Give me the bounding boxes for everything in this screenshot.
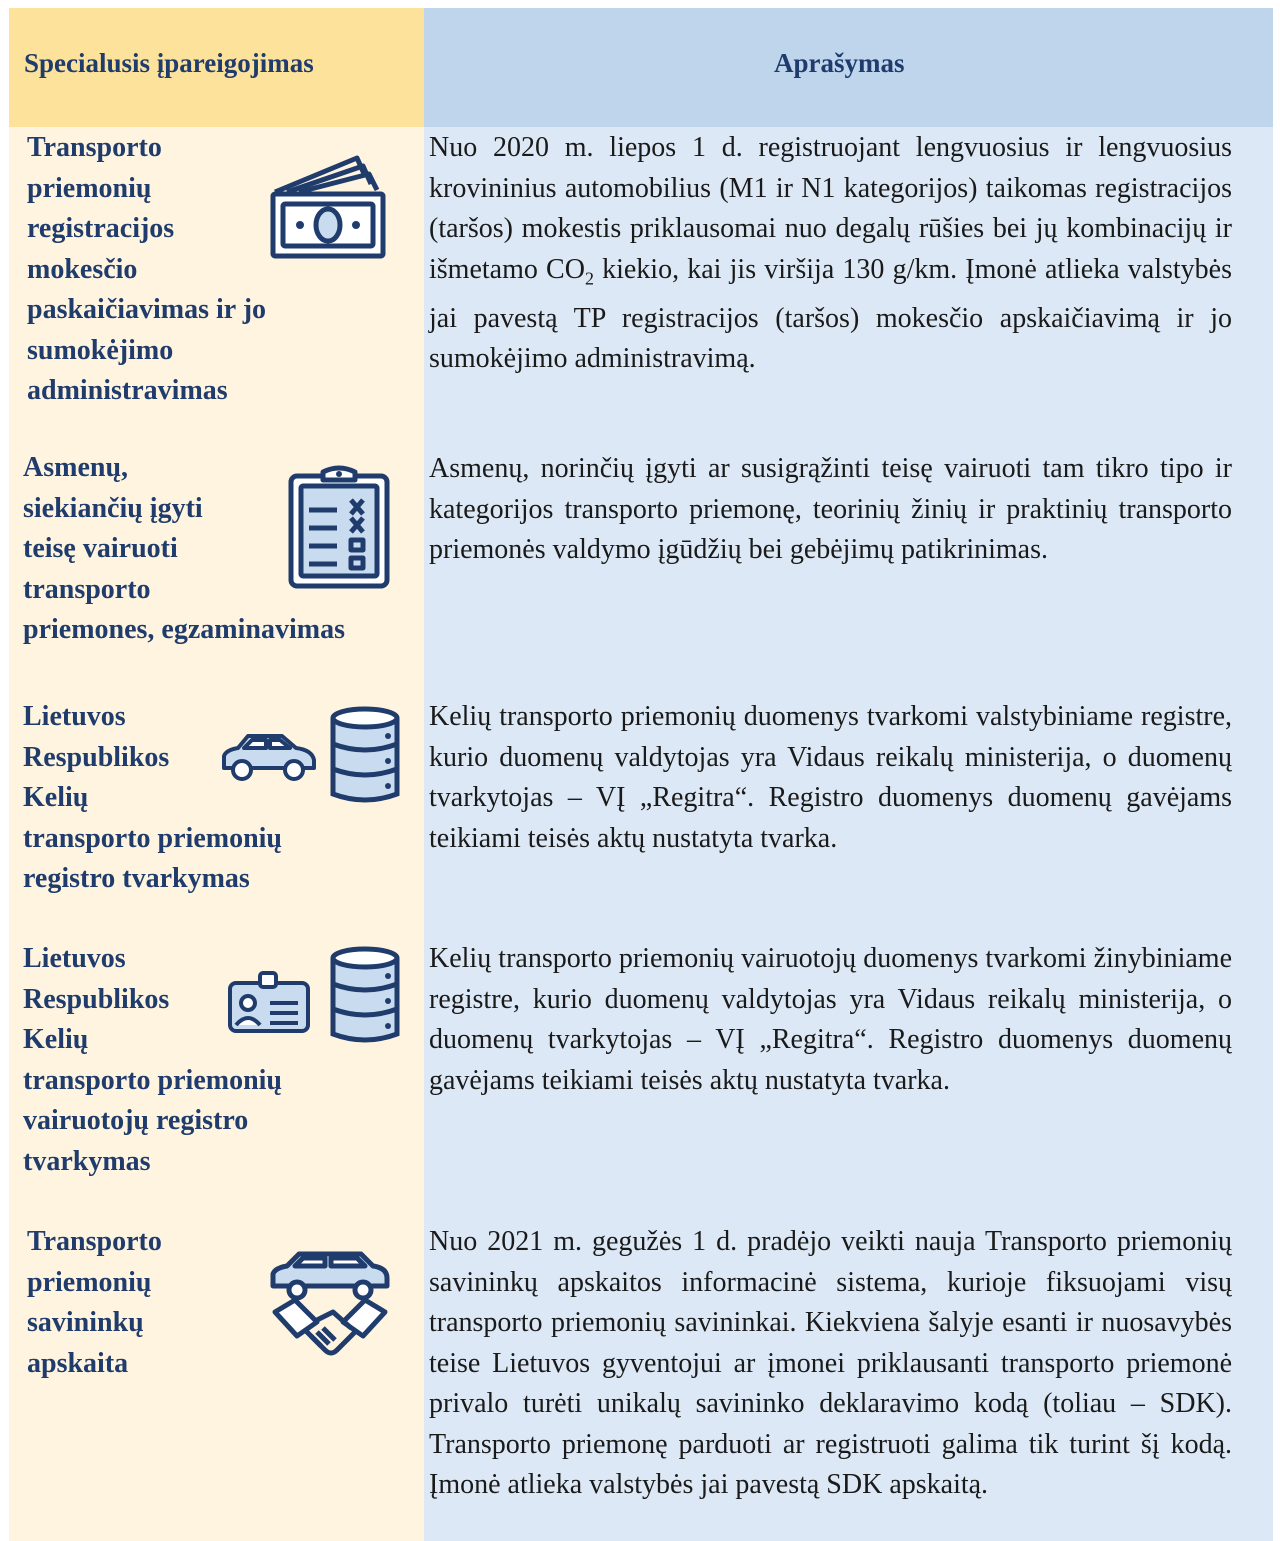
row-5-title-line: apskaita [27,1347,129,1379]
row-5-description: Nuo 2021 m. gegužės 1 d. pradėjo veikti nauja Transporto priemonių savininkų apskaitos informacinė sistema, kurioje fiksuojami visų transporto priemonių savininkai. Kiekviena šalyje esanti ir nuosavybės teise Lietuvos gyventojui ar įmonei priklausanti transporto priemonė privalo turėti unikalų savininko deklaravimo kodą (toliau – SDK). Transporto priemonę parduoti ar registruoti galima tik turint šį kodą. Įmonė atlieka valstybės jai pavestą SDK apskaitą. [429,1226,1232,1500]
row-4-title-line: Lietuvos [23,943,126,974]
row-3-title-line: registro tvarkymas [23,863,250,894]
database-icon [328,946,402,1046]
row-3-title-line: Kelių [23,782,89,813]
row-4-description: Kelių transporto priemonių vairuotojų duomenys tvarkomi žinybiniame registre, kurio duomenų valdytojas yra Vidaus reikalų ministerija, o duomenų tvarkytojas – VĮ „Regitra“. Registro duomenys duomenų gavėjams teikiami teisės aktų nustatyta tvarka. [429,943,1232,1096]
row-2-title-line: priemones, egzaminavimas [23,614,345,645]
row-4-title-line: transporto priemonių [23,1064,282,1096]
row-3-title-line: Lietuvos [23,701,126,732]
row-1-title-line: priemonių [27,172,152,204]
row-2-title-line: siekiančių įgyti [23,492,203,524]
row-3-description: Kelių transporto priemonių duomenys tvarkomi valstybiniame registre, kurio duomenų valdytojas yra Vidaus reikalų ministerija, o duomenų tvarkytojas – VĮ „Regitra“. Registro duomenys duomenų gavėjams teikiami teisės aktų nustatyta tvarka. [429,701,1232,854]
row-4-title-line: Kelių [23,1024,89,1055]
row-3-title-line: transporto priemonių [23,822,282,854]
row-2-title-line: teisę vairuoti [23,533,178,564]
row-1-title-line: paskaičiavimas ir jo [27,294,267,325]
row-4-title-line: tvarkymas [23,1145,151,1177]
row-1-title-line: registracijos [27,213,175,244]
row-4-title-line: Respublikos [23,983,170,1015]
header-obligation-label: Specialusis įpareigojimas [24,48,314,78]
money-icon [265,150,389,262]
row-3-title [23,697,282,900]
clipboard-checklist-icon [287,464,391,590]
row-5-title-line: priemonių [27,1266,152,1298]
row-1-title-line: sumokėjimo [27,334,174,366]
row-1-title-line: Transporto [27,132,162,163]
row-5-title-line: Transporto [27,1226,162,1257]
header-cell-obligation [9,8,424,127]
database-icon [328,706,402,806]
car-icon [218,730,318,786]
id-badge-icon [226,969,312,1035]
row-4-title-line: vairuotojų registro [23,1105,249,1136]
header-description-label: Aprašymas [774,48,905,78]
row-2-description: Asmenų, norinčių įgyti ar susigrąžinti teisę vairuoti tam tikro tipo ir kategorijos transporto priemonę, teorinių žinių ir praktinių transporto priemonės valdymo įgūdžių bei gebėjimų patikrinimas. [429,453,1232,565]
row-5-title [27,1222,162,1384]
row-2-title-line: transporto [23,573,151,605]
row-1-description: Nuo 2020 m. liepos 1 d. registruojant lengvuosius ir lengvuosius krovininius automobilius (M1 ir N1 kategorijos) taikomas registracijos (taršos) mokestis priklausomai nuo degalų rūšies bei jų kombinacijų ir išmetamo $CO_2$ kiekio, kai jis viršija 130 g/km. Įmonė atlieka valstybės jai pavestą TP registracijos (taršos) mokesčio apskaičiavimą ir jo sumokėjimo administravimą. [429,132,1232,375]
car-handshake-icon [267,1250,393,1366]
row-2-title-line: Asmenų, [23,452,129,483]
row-1-title [27,128,266,412]
row-1-title-line: administravimas [27,375,228,406]
header-cell-description [424,8,1273,127]
row-5-title-line: savininkų [27,1307,144,1338]
row-1-title-line: mokesčio [27,253,138,285]
row-3-title-line: Respublikos [23,741,170,773]
